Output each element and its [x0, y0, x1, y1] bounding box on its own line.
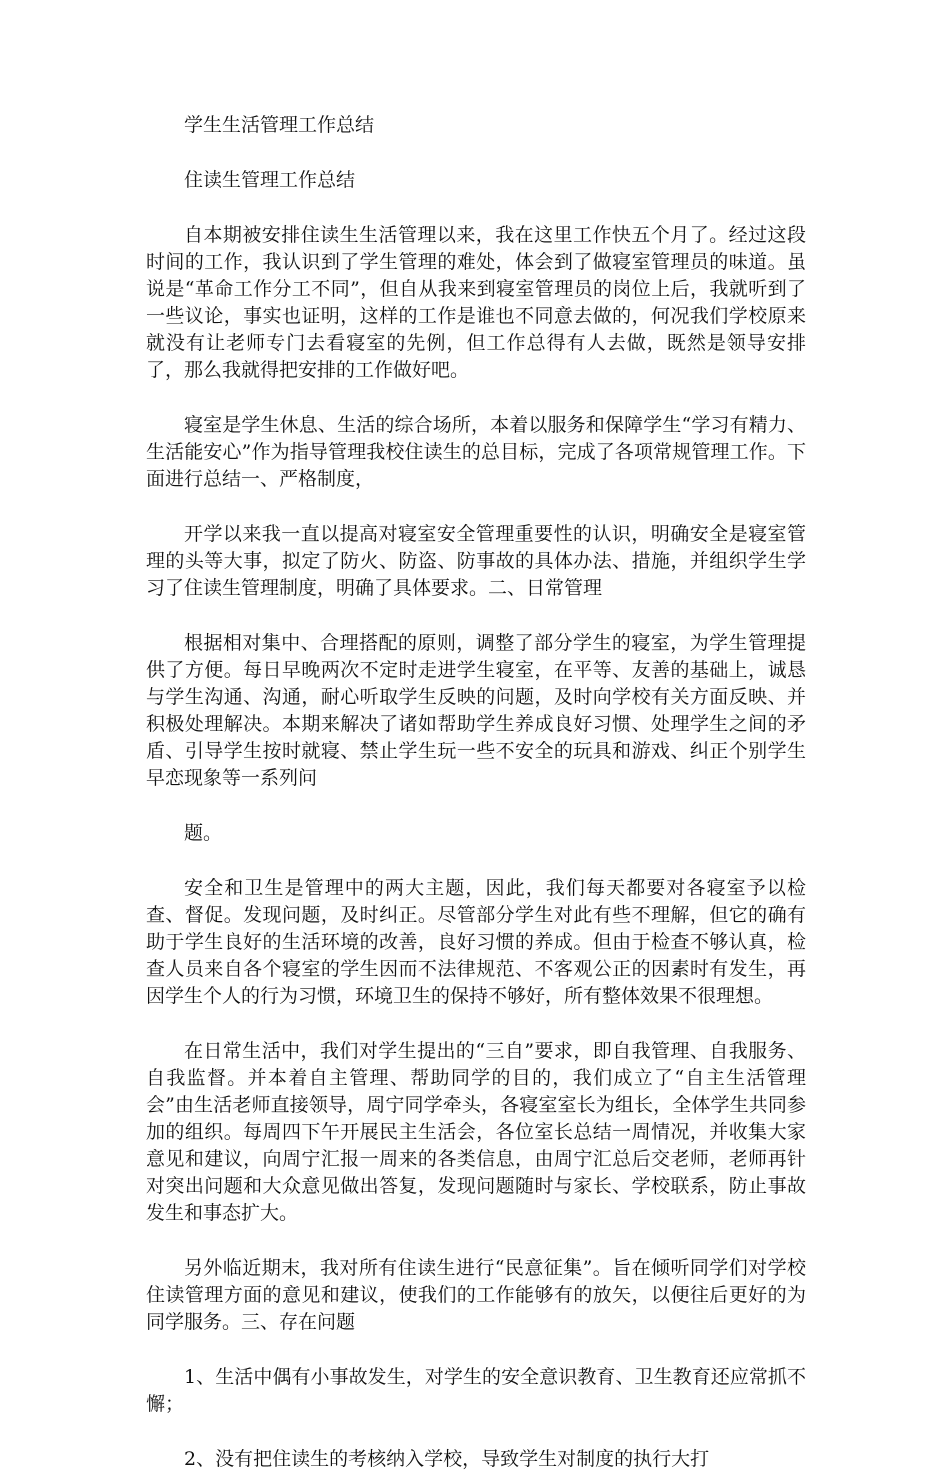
paragraph: 安全和卫生是管理中的两大主题，因此，我们每天都要对各寝室予以检查、督促。发现问题，及时纠正。尽管部分学生对此有些不理解，但它的确有助于学生良好的生活环境的改善，良好习惯的养成。但由于检查不够认真，检查人员来自各个寝室的学生因而不法律规范、不客观公正的因素时有发生，再因学生个人的行为习惯，环境卫生的保持不够好，所有整体效果不很理想。 [146, 877, 806, 1007]
paragraph: 题。 [184, 822, 223, 844]
list-item: 2、没有把住读生的考核纳入学校，导致学生对制度的执行大打 [184, 1448, 710, 1470]
paragraph: 根据相对集中、合理搭配的原则，调整了部分学生的寝室，为学生管理提供了方便。每日早晚两次不定时走进学生寝室，在平等、友善的基础上，诚恳与学生沟通、沟通，耐心听取学生反映的问题，及时向学校有关方面反映、并积极处理解决。本期来解决了诸如帮助学生养成良好习惯、处理学生之间的矛盾、引导学生按时就寝、禁止学生玩一些不安全的玩具和游戏、纠正个别学生早恋现象等一系列问 [146, 632, 806, 789]
list-item: 1、生活中偶有小事故发生，对学生的安全意识教育、卫生教育还应常抓不懈； [146, 1366, 806, 1415]
paragraph: 寝室是学生休息、生活的综合场所，本着以服务和保障学生“学习有精力、生活能安心”作为指导管理我校住读生的总目标，完成了各项常规管理工作。下面进行总结一、严格制度， [146, 414, 806, 490]
paragraph: 开学以来我一直以提高对寝室安全管理重要性的认识，明确安全是寝室管理的头等大事，拟定了防火、防盗、防事故的具体办法、措施，并组织学生学习了住读生管理制度，明确了具体要求。二、日常管理 [146, 523, 806, 599]
document-title: 学生生活管理工作总结 [184, 114, 375, 136]
document-body [146, 112, 806, 1473]
paragraph: 另外临近期末，我对所有住读生进行“民意征集”。旨在倾听同学们对学校住读管理方面的意见和建议，使我们的工作能够有的放矢，以便往后更好的为同学服务。三、存在问题 [146, 1257, 806, 1333]
paragraph: 自本期被安排住读生生活管理以来，我在这里工作快五个月了。经过这段时间的工作，我认识到了学生管理的难处，体会到了做寝室管理员的味道。虽说是“革命工作分工不同”，但自从我来到寝室管理员的岗位上后，我就听到了一些议论，事实也证明，这样的工作是谁也不同意去做的，何况我们学校原来就没有让老师专门去看寝室的先例，但工作总得有人去做，既然是领导安排了，那么我就得把安排的工作做好吧。 [146, 224, 806, 381]
document-subtitle: 住读生管理工作总结 [184, 169, 356, 191]
paragraph: 在日常生活中，我们对学生提出的“三自”要求，即自我管理、自我服务、自我监督。并本着自主管理、帮助同学的目的，我们成立了“自主生活管理会”由生活老师直接领导，周宁同学牵头，各寝室室长为组长，全体学生共同参加的组织。每周四下午开展民主生活会，各位室长总结一周情况，并收集大家意见和建议，向周宁汇报一周来的各类信息，由周宁汇总后交老师，老师再针对突出问题和大众意见做出答复，发现问题随时与家长、学校联系，防止事故发生和事态扩大。 [146, 1040, 806, 1224]
